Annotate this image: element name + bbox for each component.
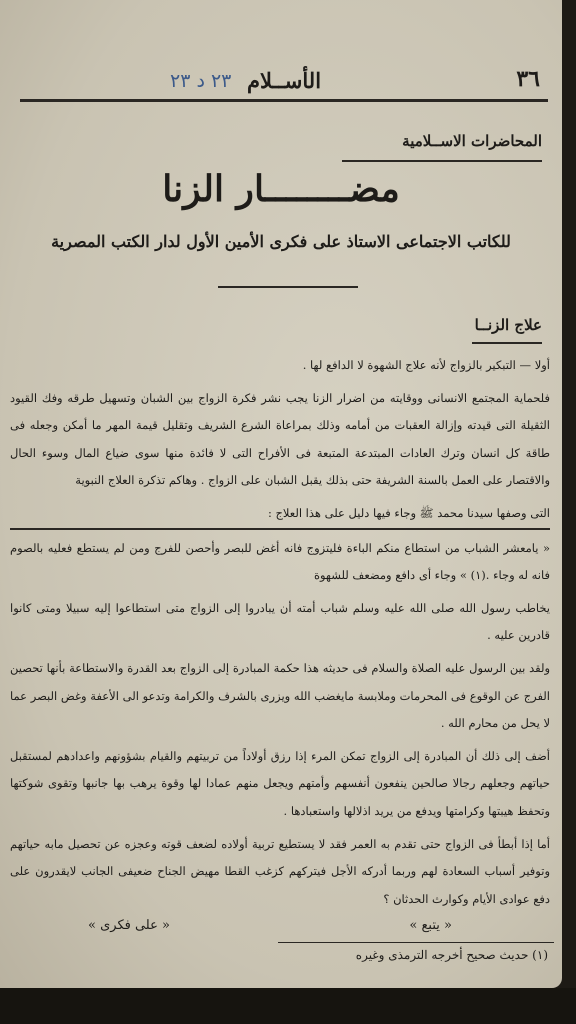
section-rule: [342, 160, 542, 162]
page-number: ٣٦: [516, 66, 540, 92]
author-signature: « على فكرى »: [88, 918, 170, 933]
running-header: [20, 60, 548, 104]
handwritten-note: ٢٣ د ٢٣: [170, 70, 232, 92]
footnote: (١) حديث صحيح أخرجه الترمذى وغيره: [355, 948, 548, 962]
section-label: المحاضرات الاســلامية: [402, 132, 542, 150]
footnote-rule: [278, 942, 554, 943]
hadith-quote: « يامعشر الشباب من استطاع منكم الباءة فليتزوج فانه أغض للبصر وأحصن للفرج ومن لم يستطع فعليه بالصوم فانه له وجاء .(١) » وجاء أى دافع ومضعف للشهوة: [10, 540, 550, 583]
heading-rule: [472, 342, 542, 344]
article-body: [10, 352, 550, 918]
paragraph: أضف إلى ذلك أن المبادرة إلى الزواج تمكن المرء إذا رزق أولاداً من تربيتهم والقيام بشؤونهم واعدادهم لمستقبل حياتهم وجعلهم رجالا صالحين ينفعون أنفسهم وأمتهم ويجعل منهم عمادا لها وقوة يرهب بها جانبها وتقوى شوكتها وتحفظ هيبتها وكرامتها ويدفع من يريد اذلالها واستعبادها .: [10, 748, 550, 818]
paragraph: فلحماية المجتمع الانسانى ووقايته من اضرار الزنا يجب نشر فكرة الزواج بين الشبان وتسهيل طرقه وفك القيود الثقيلة التى قيدته وإزالة العقبات من أمامه وذلك بمراعاة الشرع الشريف وتقليل قيمة المهر ما أمكن وجعله فى طاقة كل انسان وترك العادات المبتدعة المتبعة فى الأفراح التى لا فائدة منها سوى ضياع المال وسوء الحال والاقتصار على العمل بالسنة الشريفة حتى بذلك يقبل الشبان على الزواج . وهاكم تذكرة العلاج النبوية: [10, 390, 550, 488]
title-divider: [218, 286, 358, 288]
paragraph: التى وصفها سيدنا محمد ﷺ وجاء فيها دليل على هذا العلاج :: [10, 500, 550, 530]
background-shadow: [0, 988, 576, 1024]
paragraph: أما إذا أبطأ فى الزواج حتى تقدم به العمر فقد لا يستطيع تربية أولاده لضعف قوته وعجزه عن تحصيل مابه حياتهم وتوفير أسباب السعادة لهم وربما أدركه الأجل فيتركهم كزغب القطا مهيض الجناح ضعيفى الجانب لايقدرون على دفع عوادى الأيام وكوارث الحدثان ؟: [10, 836, 550, 906]
article-title: مضــــــــار الزنا: [162, 168, 400, 210]
paragraph: يخاطب رسول الله صلى الله عليه وسلم شباب أمته أن يبادروا إلى الزواج متى استطاعوا إليه سبيلا ومتى كانوا قادرين عليه .: [10, 600, 550, 643]
paragraph: أولا — التبكير بالزواج لأنه علاج الشهوة لا الدافع لها .: [302, 358, 550, 372]
continued-marker: « يتبع »: [409, 918, 452, 933]
paragraph: ولقد بين الرسول عليه الصلاة والسلام فى حديثه هذا حكمة المبادرة إلى الزواج بعد القدرة والاستطاعة بأنها تحصين الفرج عن الوقوع فى المحرمات وملابسة مايغضب الله ويزرى بالشرف والكرامة وتدعو الى الأعفة وغض البصر عما لا يحل من محارم الله .: [10, 660, 550, 731]
article-byline: للكاتب الاجتماعى الاستاذ على فكرى الأمين الأول لدار الكتب المصرية: [51, 232, 511, 251]
section-heading: علاج الزنــا: [474, 316, 542, 334]
header-rule: [20, 99, 548, 102]
magazine-name: الأســلام: [246, 68, 322, 93]
